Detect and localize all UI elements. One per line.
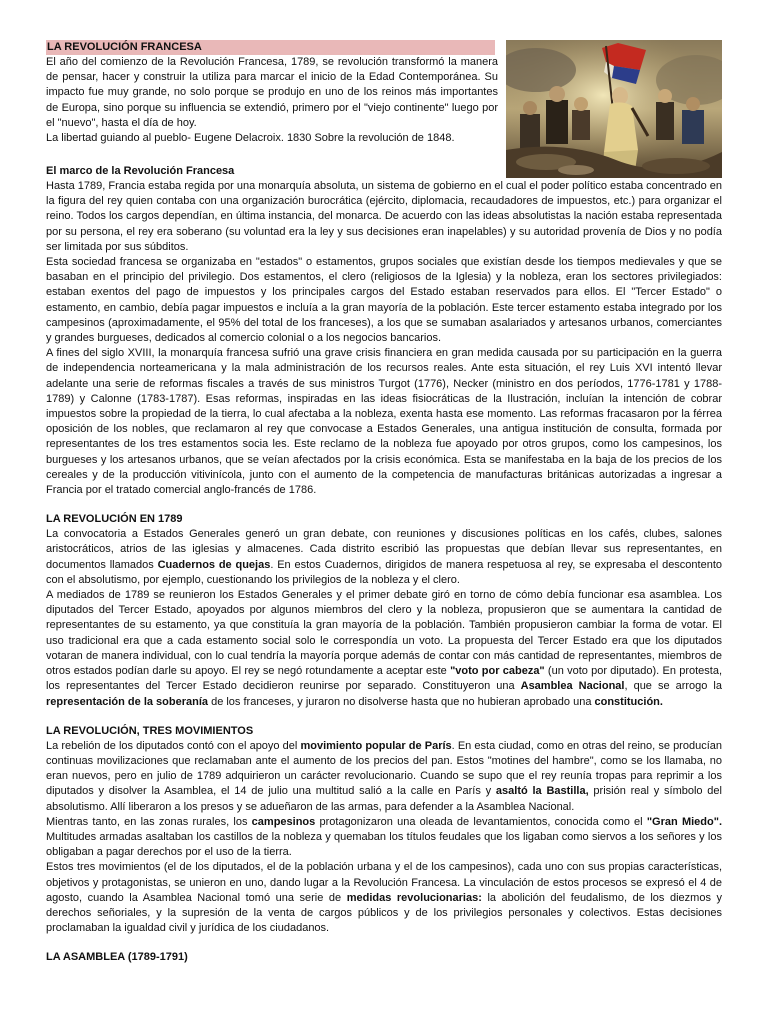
intro-paragraph: El año del comienzo de la Revolución Francesa, 1789, se revolución transformó la manera de pensar, hacer y construir la utiliza para marcar el inicio de la Edad Contemporánea. Su impacto fue muy grande, no solo porque se produjo en uno de los reinos más importantes de Europa, sino porque su influencia se extendió, primero por el "viejo continente" luego por el "nuevo", hasta el día de hoy.: [46, 56, 498, 129]
rev1789-paragraph-1: [46, 527, 722, 588]
tres-paragraph-3: [46, 860, 722, 936]
text-span: Mientras tanto, en las zonas rurales, los: [46, 815, 252, 828]
bold-term: medidas revolucionarias:: [346, 891, 482, 904]
bold-term: Asamblea Nacional: [520, 680, 625, 693]
intro-text: [46, 40, 498, 146]
rev1789-paragraph-2: [46, 588, 722, 710]
text-span: . En estos Cuadernos, dirigidos de manera respetuosa al rey, se expresaba el descontento con el absolutismo, por ejemplo, cuestionando los privilegios de la nobleza y el clero.: [46, 558, 723, 586]
text-span: de los franceses, y juraron no disolverse hasta que no hubieran aprobado una: [208, 695, 595, 708]
text-span: La convocatoria a Estados Generales generó un gran debate, con reuniones y discusiones políticas en los cafés, clubes, salones aristocráticos, atrios de las iglesias y almacenes. Cada distrito escribió las propuestas que debían llevar sus representantes, en documentos llamados: [46, 528, 722, 571]
text-span: protagonizaron una oleada de levantamientos, conocida como el: [315, 815, 647, 828]
text-span: Estos tres movimientos (el de los diputados, el de la población urbana y el de los campesinos), cada uno con sus propias características, objetivos y protagonistas, se unieron en uno, dando lugar a la Revolución Francesa. La vinculación de estos procesos se expresó el 4 de agosto, cuando la Asamblea Nacional tomó una serie de: [46, 861, 722, 904]
marco-paragraph-3: A fines del siglo XVIII, la monarquía francesa sufrió una grave crisis financiera en gran medida causada por su participación en la guerra de independencia norteamericana y la mala administración de los recursos reales. Ante esta situación, el rey Luis XVI intentó llevar adelante una serie de reformas fiscales a través de sus ministros Turgot (1776), Necker (ministro en dos períodos, 1776-1781 y 1788-1789) y Calonne (1783-1787). Esas reformas, inspiradas en las ideas fisiocráticas de la Ilustración, incluían la intención de cobrar impuestos sobre la propiedad de la tierra, lo cual afectaba a la nobleza, exenta hasta ese momento. Las reformas fracasaron por la férrea oposición de los nobles, que reclamaron al rey que convocase a Estados Generales, una antigua institución de consulta, formada por representantes de los tres estamentos socia les. Este reclamo de la nobleza fue apoyado por otros grupos, como los campesinos, los burgueses y los artesanos urbanos, que se veían afectados por la crisis económica. Esta se manifestaba en la baja de los precios de los cereales y de la producción vitivinícola, junto con el aumento de la competencia de manufacturas británicas autorizadas a ingresar a Francia por el tratado comercial anglo-francés de 1786.: [46, 347, 722, 497]
image-caption: La libertad guiando al pueblo- Eugene Delacroix. 1830 Sobre la revolución de 1848.: [46, 132, 455, 145]
bold-term: movimiento popular de París: [300, 739, 452, 752]
text-span: . En esta ciudad, como en otras del reino, se producían continuas movilizaciones que reclamaban ante el aumento de los precios del pan. Estos "motines del hambre", como se los llamaba, no eran nuevos, pero en julio de 1789 adquirieron un carácter revolucionario. Cuando se supo que el rey reunía tropas para reprimir a los diputados y disolver la Asamblea, el 14 de julio una multitud salió a la calle en París y: [46, 739, 722, 798]
bold-term: asaltó la Bastilla,: [495, 785, 589, 798]
text-span: , que se arrogo la: [624, 680, 722, 693]
section-heading-asamblea: LA ASAMBLEA (1789-1791): [46, 951, 188, 964]
marco-paragraph-2: Esta sociedad francesa se organizaba en "estados" o estamentos, grupos sociales que existían desde los tiempos medievales y que se basaban en el principio del privilegio. Dos estamentos, el clero (religiosos de la Iglesia) y la nobleza, eran los sectores privilegiados: estaban exentos del pago de impuestos y los principales cargos del Estado estaban reservados para ellos. El "Tercer Estado" o estamento, en cambio, debía pagar impuestos e incluía a la gran mayoría de la población. Este tercer estamento estaba integrado por los campesinos (aproximadamente, el 95% del total de los franceses), a los que se sumaban asalariados y artesanos urbanos, comerciantes y grandes burgueses, dedicados al comercio colonial o a los negocios bancarios.: [46, 256, 722, 345]
bold-term: campesinos: [251, 815, 316, 828]
text-span: La rebelión de los diputados contó con el apoyo del: [46, 739, 301, 752]
bold-term: representación de la soberanía: [46, 695, 209, 708]
bold-term: Cuadernos de quejas: [157, 558, 271, 571]
text-span: Multitudes armadas asaltaban los castillos de la nobleza y quemaban los títulos feudales que los ligaban como siervos a los señores y los obligaban a pagar derechos por el uso de la tierra.: [46, 830, 722, 859]
text-span: prisión real y símbolo del absolutismo. Allí liberaron a los presos y se adueñaron de las armas, para defender a la Asamblea Nacional.: [46, 785, 722, 813]
bold-term: "voto por cabeza": [450, 665, 545, 678]
text-span: A mediados de 1789 se reunieron los Estados Generales y el primer debate giró en torno de cómo debía funcionar esa asamblea. Los diputados del Tercer Estado, apoyados por algunos miembros del clero y la nobleza, propusieron que se aumentara la cantidad de representantes de su estamento, ya que constituía la gran mayoría de la población. También propusieron cambiar la forma de votar. El uso tradicional era que a cada estamento social solo le correspondía un voto. La propuesta del Tercer Estado era que los diputados votaran de manera individual, con lo cual tendría la mayoría porque además de contar con más cantidad de representantes, miembros de otros estados podían darle su apoyo. El rey se negó rotundamente a aceptar este: [46, 589, 722, 678]
tres-paragraph-2: [46, 815, 722, 861]
tres-paragraph-1: [46, 739, 722, 815]
bold-term: constitución.: [594, 695, 663, 708]
marco-paragraph-1: Hasta 1789, Francia estaba regida por una monarquía absoluta, un sistema de gobierno en el cual el poder político estaba concentrado en la figura del rey quien contaba con una organización burocrática (ejército, diplomacia, recaudadores de impuestos, etc.) para organizar el reino. Todos los cargos dependían, en última instancia, del monarca. De acuerdo con las ideas absolutistas la nación estaba representada por su persona, el rey era soberano (su voluntad era la ley y sus decisiones eran inapelables) y su autoridad provenía de Dios y no podía ser limitada por sus súbditos.: [46, 180, 722, 253]
bold-term: "Gran Miedo".: [646, 815, 723, 828]
section-heading-tres: LA REVOLUCIÓN, TRES MOVIMIENTOS: [46, 724, 254, 737]
document-page: [46, 40, 722, 965]
text-span: (un voto por diputado). En protesta, los representantes del Tercer Estado decidieron reunirse por separado. Constituyeron una: [46, 665, 723, 693]
text-span: la abolición del feudalismo, de los diezmos y derechos señoriales, y la supresión de la venta de cargos públicos y de los privilegios personales y colectivos. Estas decisiones proclamaban la igualdad civil y jurídica de los ciudadanos.: [46, 891, 722, 935]
page-title: LA REVOLUCIÓN FRANCESA: [46, 40, 495, 55]
section-heading-1789: LA REVOLUCIÓN EN 1789: [46, 513, 183, 526]
liberty-leading-the-people-illustration: [506, 40, 722, 178]
section-heading-marco: El marco de la Revolución Francesa: [46, 165, 235, 177]
painting-image: [506, 40, 722, 178]
